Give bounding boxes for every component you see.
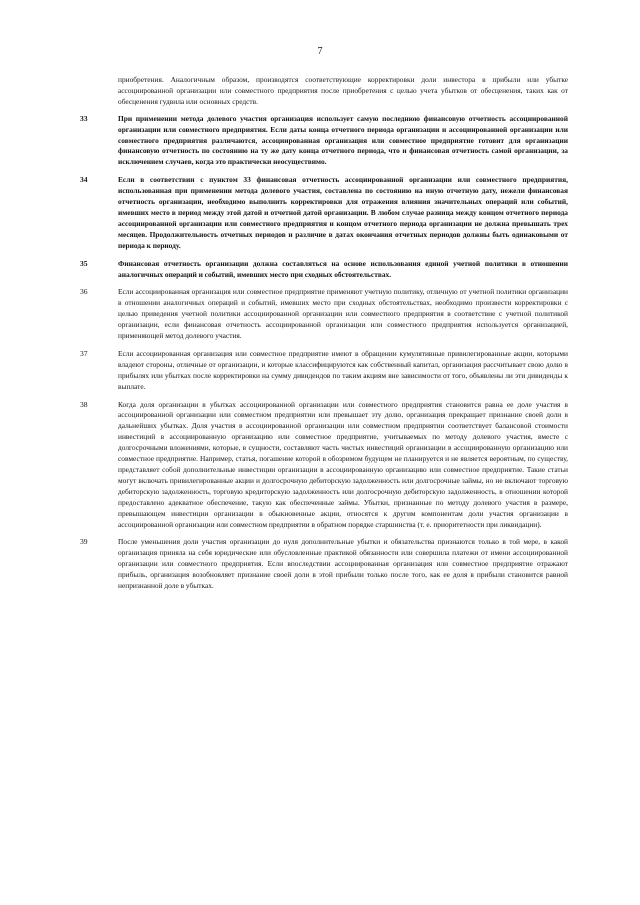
paragraph-39 — [80, 537, 568, 592]
document-body — [80, 75, 568, 599]
paragraph-text: Если в соответствии с пунктом 33 финансовая отчетность ассоциированной организации или совместного предприятия, использованная при применении метода долевого участия, составлена по состоянию на иную отчетную дату, нежели финансовая отчетность организации, необходимо выполнить корректировки для отражения влияния значительных операций или событий, имевших место в период между этой датой и отчетной датой организации. В любом случае разница между концом отчетного периода ассоциированной организации или совместного предприятия и концом отчетного периода организации не должна превышать трех месяцев. Продолжительность отчетных периодов и различие в датах окончания отчетных периодов должны быть одинаковыми от периода к периоду. — [118, 175, 568, 250]
paragraph-number: 36 — [80, 287, 88, 297]
paragraph-text: При применении метода долевого участия организация использует самую последнюю финансовую отчетность ассоциированной организации или совместного предприятия. Если даты конца отчетного периода организации и ассоциированной организации или совместного предприятия различаются, ассоциированная организация или совместное предприятие готовит для организации финансовую отчетность по состоянию на ту же дату конца отчетного периода, что и финансовая отчетность самой организации, за исключением случаев, когда это практически неосуществимо. — [118, 113, 568, 167]
paragraph-36 — [80, 287, 568, 342]
paragraph-text: Финансовая отчетность организации должна составляться на основе использования единой учетной политики в отношении аналогичных операций и событий, имевших место при сходных обстоятельствах. — [118, 258, 568, 279]
paragraph-35 — [80, 259, 568, 281]
page-number: 7 — [317, 46, 323, 57]
paragraph-number: 38 — [80, 399, 88, 409]
paragraph-number: 35 — [80, 258, 88, 268]
paragraph-number: 33 — [80, 113, 88, 123]
paragraph-text: Если ассоциированная организация или совместное предприятие применяют учетную политику, отличную от учетной политики организации в отношении аналогичных операций и событий, имевших место при сходных обстоятельствах, необходимо произвести корректировки с целью приведения учетной политики ассоциированной организации или совместного предприятия в соответствие с учетной политикой организации, если финансовая отчетность ассоциированной организации или совместного предприятия используется организацией, применяющей метод долевого участия. — [118, 287, 568, 341]
paragraph-37 — [80, 349, 568, 393]
paragraph-number: 34 — [80, 175, 88, 185]
paragraph-33 — [80, 114, 568, 169]
paragraph-38 — [80, 400, 568, 531]
intro-paragraph: приобретения. Аналогичным образом, производятся соответствующие корректировки доли инвестора в прибыли или убытке ассоциированной организации или совместного предприятия после приобретения с целью учета убытков от обесценения, таких как от обесценения гудвила или основных средств. — [118, 75, 568, 106]
paragraph-number: 37 — [80, 348, 88, 358]
paragraph-text: Если ассоциированная организация или совместное предприятие имеют в обращении кумулятивные привилегированные акции, которыми владеют стороны, отличные от организации, и которые классифицируются как собственный капитал, организация рассчитывает свою долю в прибылях или убытках после корректировки на сумму дивидендов по таким акциям вне зависимости от того, объявлены ли эти дивиденды к выплате. — [118, 348, 568, 391]
paragraph-number: 39 — [80, 537, 88, 547]
paragraph-text: Когда доля организации в убытках ассоциированной организации или совместного предприятия становится равна ее доле участия в ассоциированной организации или совместном предприятии или превышает эту долю, организация прекращает признание своей доли в дальнейших убытках. Доля участия в ассоциированной организации или совместном предприятии соответствует балансовой стоимости инвестиций в ассоциированную организацию или совместное предприятие, учитываемых по методу долевого участия, вместе с долгосрочными вложениями, которые, в сущности, составляют часть чистых инвестиций организации в ассоциированную организацию или совместное предприятие. Например, статья, погашение которой в обозримом будущем не планируется и не является вероятным, по существу, представляет собой дополнительные инвестиции организации в ассоциированную организацию или совместное предприятие. Такие статьи могут включать привилегированные акции и долгосрочную дебиторскую задолженность или долгосрочные займы, но не включают торговую дебиторскую задолженность, торговую кредиторскую задолженность или долгосрочную дебиторскую задолженность, в отношении которой предоставлено адекватное обеспечение, такую как обеспеченные займы. Убытки, признанные по методу долевого участия в размере, превышающем инвестиции организации в обыкновенные акции, относятся к другим компонентам доли участия организации в ассоциированной организации или совместном предприятии в обратном порядке старшинства (т. е. приоритетности при ликвидации). — [118, 399, 568, 529]
paragraph-34 — [80, 175, 568, 251]
paragraph-text: После уменьшения доли участия организации до нуля дополнительные убытки и обязательства признаются только в той мере, в какой организация приняла на себя юридические или обусловленные практикой обязанности или совершила платежи от имени ассоциированной организации или совместного предприятия. Если впоследствии ассоциированная организация или совместное предприятие отражают прибыль, организация возобновляет признание своей доли в этой прибыли только после того, как ее доля в прибыли становится равной непризнанной доле в убытках. — [118, 537, 568, 591]
